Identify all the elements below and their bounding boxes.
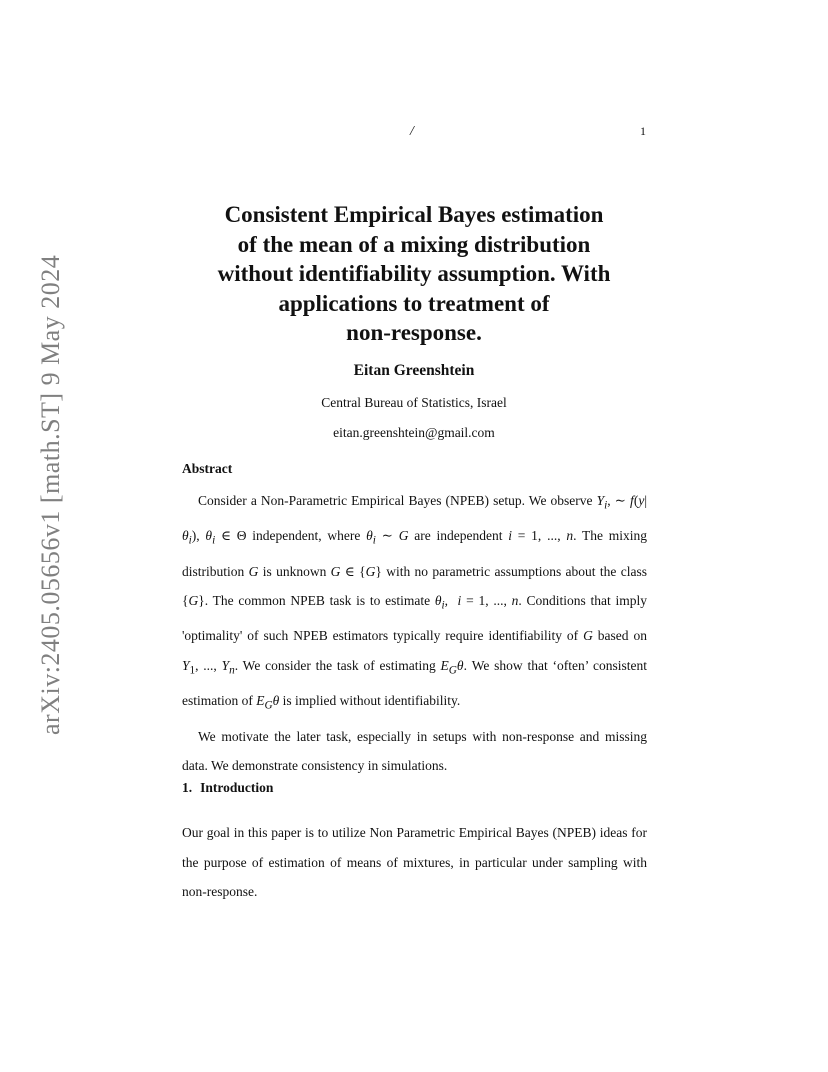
title-line: without identifiability assumption. With [217, 261, 611, 286]
abstract-paragraph: Consider a Non-Parametric Empirical Bayes (NPEB) setup. We observe $Y_i$, ∼ $f(y|\theta_i)$, $\theta_i$ ∈ Θ independent, where $\theta_i$ ∼ G are independent i = 1, ..., n. The mixing distribution G is unknown G ∈ {G} with no parametric assumptions about the class {G}. The common NPEB task is to estimate $\theta_i$, i = 1, ..., n. Conditions that imply 'optimality' of such NPEB estimators typically require identifiability of G based on $Y_1$, ..., $Y_n$. We consider the task of estimating $E_G\theta$. We show that ‘often’ consistent estimation of $E_G\theta$ is implied without identifiability. [182, 493, 648, 712]
title-line: of the mean of a mixing distribution [237, 231, 591, 257]
arxiv-identifier-stamp: arXiv:2405.05656v1 [math.ST] 9 May 2024 [36, 254, 65, 735]
running-header-mark: / [410, 124, 414, 139]
title-line: applications to treatment of [278, 290, 550, 316]
abstract-body [182, 486, 647, 781]
section-title: Introduction [200, 780, 274, 795]
section-heading [182, 780, 273, 796]
section-number: 1. [182, 780, 193, 795]
abstract-heading: Abstract [182, 461, 233, 476]
author-affiliation: Central Bureau of Statistics, Israel [321, 395, 507, 410]
page-number: 1 [640, 124, 646, 138]
author-email: eitan.greenshtein@gmail.com [333, 425, 495, 440]
introduction-paragraph: Our goal in this paper is to utilize Non Parametric Empirical Bayes (NPEB) ideas for the purpose of estimation of means of mixtures, in particular under sampling with non-response. [182, 825, 647, 900]
title-line: non-response. [346, 320, 482, 345]
title-line: Consistent Empirical Bayes estimation [224, 202, 604, 227]
author-name: Eitan Greenshtein [353, 362, 475, 379]
abstract-paragraph: We motivate the later task, especially in setups with non-response and missing data. We demonstrate consistency in simulations. [182, 728, 647, 774]
paper-title [160, 200, 668, 348]
